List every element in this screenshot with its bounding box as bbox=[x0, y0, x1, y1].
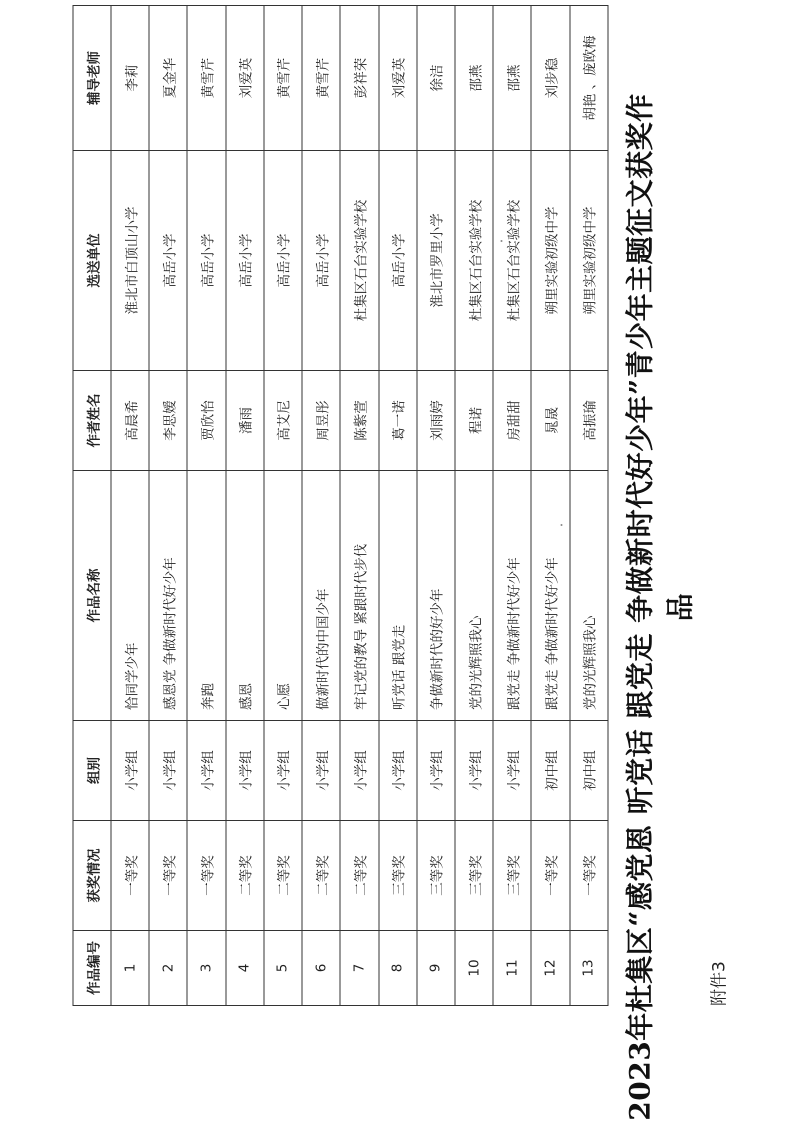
entry-number-cell: 1 bbox=[111, 931, 149, 1006]
author-cell: 贾欣怡 bbox=[187, 371, 225, 471]
award-cell: 一等奖 bbox=[569, 821, 607, 931]
teacher-cell: 黄雪芹 bbox=[187, 6, 225, 151]
work-title-cell: 感恩 bbox=[225, 471, 263, 721]
entry-number-cell: 4 bbox=[225, 931, 263, 1006]
author-cell: 李思嫒 bbox=[149, 371, 187, 471]
teacher-cell: 邵燕 bbox=[454, 6, 492, 151]
teacher-cell: 彭祥荣 bbox=[340, 6, 378, 151]
table-row bbox=[302, 6, 340, 1006]
table-row bbox=[225, 6, 263, 1006]
table-row bbox=[263, 6, 301, 1006]
school-cell: 高岳小学 bbox=[225, 151, 263, 371]
school-cell: 杜集区石台实验学校 bbox=[340, 151, 378, 371]
work-title-cell: 感恩党 争做新时代好少年 bbox=[149, 471, 187, 721]
award-cell: 一等奖 bbox=[531, 821, 569, 931]
group-cell: 小学组 bbox=[225, 721, 263, 821]
teacher-cell: 夏金华 bbox=[149, 6, 187, 151]
entry-number-cell: 5 bbox=[263, 931, 301, 1006]
award-cell: 二等奖 bbox=[225, 821, 263, 931]
school-cell: 高岳小学 bbox=[302, 151, 340, 371]
table-row bbox=[111, 6, 149, 1006]
school-cell: 杜集区石台实验学校 bbox=[454, 151, 492, 371]
table-row bbox=[340, 6, 378, 1006]
teacher-cell: 刘爱英 bbox=[378, 6, 416, 151]
work-title-cell: 党的光辉照我心 bbox=[454, 471, 492, 721]
school-cell: 高岳小学 bbox=[378, 151, 416, 371]
award-cell: 三等奖 bbox=[416, 821, 454, 931]
entry-number-cell: 9 bbox=[416, 931, 454, 1006]
author-cell: 潘雨 bbox=[225, 371, 263, 471]
entry-number-cell: 13 bbox=[569, 931, 607, 1006]
work-title-cell: 心愿 bbox=[263, 471, 301, 721]
work-title-cell: 做新时代的中国少年 bbox=[302, 471, 340, 721]
group-cell: 小学组 bbox=[378, 721, 416, 821]
work-title-cell: 党的光辉照我心 bbox=[569, 471, 607, 721]
work-title-cell: 听党话 跟党走 bbox=[378, 471, 416, 721]
work-title-cell: 跟党走 争做新时代好少年 bbox=[493, 471, 531, 721]
header-cell: 获奖情况 bbox=[73, 821, 111, 931]
attachment-label: 附件3 bbox=[709, 961, 729, 1006]
entry-number-cell: 7 bbox=[340, 931, 378, 1006]
entry-number-cell: 8 bbox=[378, 931, 416, 1006]
teacher-cell: 李莉 bbox=[111, 6, 149, 151]
award-cell: 二等奖 bbox=[263, 821, 301, 931]
work-title-cell: 跟党走 争做新时代好少年 bbox=[531, 471, 569, 721]
school-cell: 朔里实验初级中学 bbox=[569, 151, 607, 371]
entry-number-cell: 2 bbox=[149, 931, 187, 1006]
group-cell: 小学组 bbox=[187, 721, 225, 821]
header-cell: 作品名称 bbox=[73, 471, 111, 721]
group-cell: 小学组 bbox=[454, 721, 492, 821]
author-cell: 程诺 bbox=[454, 371, 492, 471]
award-cell: 三等奖 bbox=[454, 821, 492, 931]
school-cell: 高岳小学 bbox=[263, 151, 301, 371]
group-cell: 小学组 bbox=[416, 721, 454, 821]
table-row bbox=[416, 6, 454, 1006]
school-cell: 高岳小学 bbox=[187, 151, 225, 371]
group-cell: 初中组 bbox=[531, 721, 569, 821]
award-cell: 一等奖 bbox=[111, 821, 149, 931]
group-cell: 小学组 bbox=[263, 721, 301, 821]
work-title-cell: 牢记党的教导 紧跟时代步伐 bbox=[340, 471, 378, 721]
school-cell: 高岳小学 bbox=[149, 151, 187, 371]
work-title-cell: 奔跑 bbox=[187, 471, 225, 721]
work-title-cell: 恰同学少年 bbox=[111, 471, 149, 721]
group-cell: 初中组 bbox=[569, 721, 607, 821]
author-cell: 高晨希 bbox=[111, 371, 149, 471]
teacher-cell: 胡艳 、庞欧梅 bbox=[569, 6, 607, 151]
teacher-cell: 邵燕 bbox=[493, 6, 531, 151]
group-cell: 小学组 bbox=[149, 721, 187, 821]
table-row bbox=[493, 6, 531, 1006]
table-row bbox=[187, 6, 225, 1006]
school-cell: 杜集区石台实验学校 bbox=[493, 151, 531, 371]
school-cell: 朔里实验初级中学 bbox=[531, 151, 569, 371]
author-cell: 周昱彤 bbox=[302, 371, 340, 471]
award-cell: 三等奖 bbox=[378, 821, 416, 931]
award-cell: 三等奖 bbox=[493, 821, 531, 931]
teacher-cell: 刘步稳 bbox=[531, 6, 569, 151]
group-cell: 小学组 bbox=[302, 721, 340, 821]
awards-table bbox=[72, 5, 608, 1006]
author-cell: 高艾尼 bbox=[263, 371, 301, 471]
header-cell: 组别 bbox=[73, 721, 111, 821]
page-title: 2023年杜集区“感党恩 听党话 跟党走 争做新时代好少年”青少年主题征文获奖作品 bbox=[623, 93, 696, 1121]
header-cell: 辅导老师 bbox=[73, 6, 111, 151]
group-cell: 小学组 bbox=[493, 721, 531, 821]
table-row bbox=[454, 6, 492, 1006]
award-cell: 一等奖 bbox=[187, 821, 225, 931]
entry-number-cell: 12 bbox=[531, 931, 569, 1006]
scan-speck bbox=[500, 240, 502, 242]
table-row bbox=[378, 6, 416, 1006]
award-cell: 二等奖 bbox=[302, 821, 340, 931]
author-cell: 晁晟 bbox=[531, 371, 569, 471]
teacher-cell: 黄雪芹 bbox=[263, 6, 301, 151]
award-cell: 一等奖 bbox=[149, 821, 187, 931]
author-cell: 房甜甜 bbox=[493, 371, 531, 471]
teacher-cell: 徐洁 bbox=[416, 6, 454, 151]
entry-number-cell: 3 bbox=[187, 931, 225, 1006]
header-cell: 作品编号 bbox=[73, 931, 111, 1006]
author-cell: 陈紫萱 bbox=[340, 371, 378, 471]
group-cell: 小学组 bbox=[111, 721, 149, 821]
school-cell: 淮北市白顶山小学 bbox=[111, 151, 149, 371]
table-row bbox=[531, 6, 569, 1006]
header-cell: 作者姓名 bbox=[73, 371, 111, 471]
author-cell: 刘雨婷 bbox=[416, 371, 454, 471]
school-cell: 淮北市罗里小学 bbox=[416, 151, 454, 371]
header-cell: 选送单位 bbox=[73, 151, 111, 371]
award-cell: 二等奖 bbox=[340, 821, 378, 931]
scan-speck bbox=[560, 524, 562, 526]
teacher-cell: 刘爱英 bbox=[225, 6, 263, 151]
teacher-cell: 黄雪芹 bbox=[302, 6, 340, 151]
author-cell: 高振瑜 bbox=[569, 371, 607, 471]
entry-number-cell: 11 bbox=[493, 931, 531, 1006]
group-cell: 小学组 bbox=[340, 721, 378, 821]
table-row bbox=[569, 6, 607, 1006]
work-title-cell: 争做新时代的好少年 bbox=[416, 471, 454, 721]
table-row bbox=[149, 6, 187, 1006]
author-cell: 葛一诺 bbox=[378, 371, 416, 471]
entry-number-cell: 6 bbox=[302, 931, 340, 1006]
entry-number-cell: 10 bbox=[454, 931, 492, 1006]
table-header-row bbox=[73, 6, 111, 1006]
